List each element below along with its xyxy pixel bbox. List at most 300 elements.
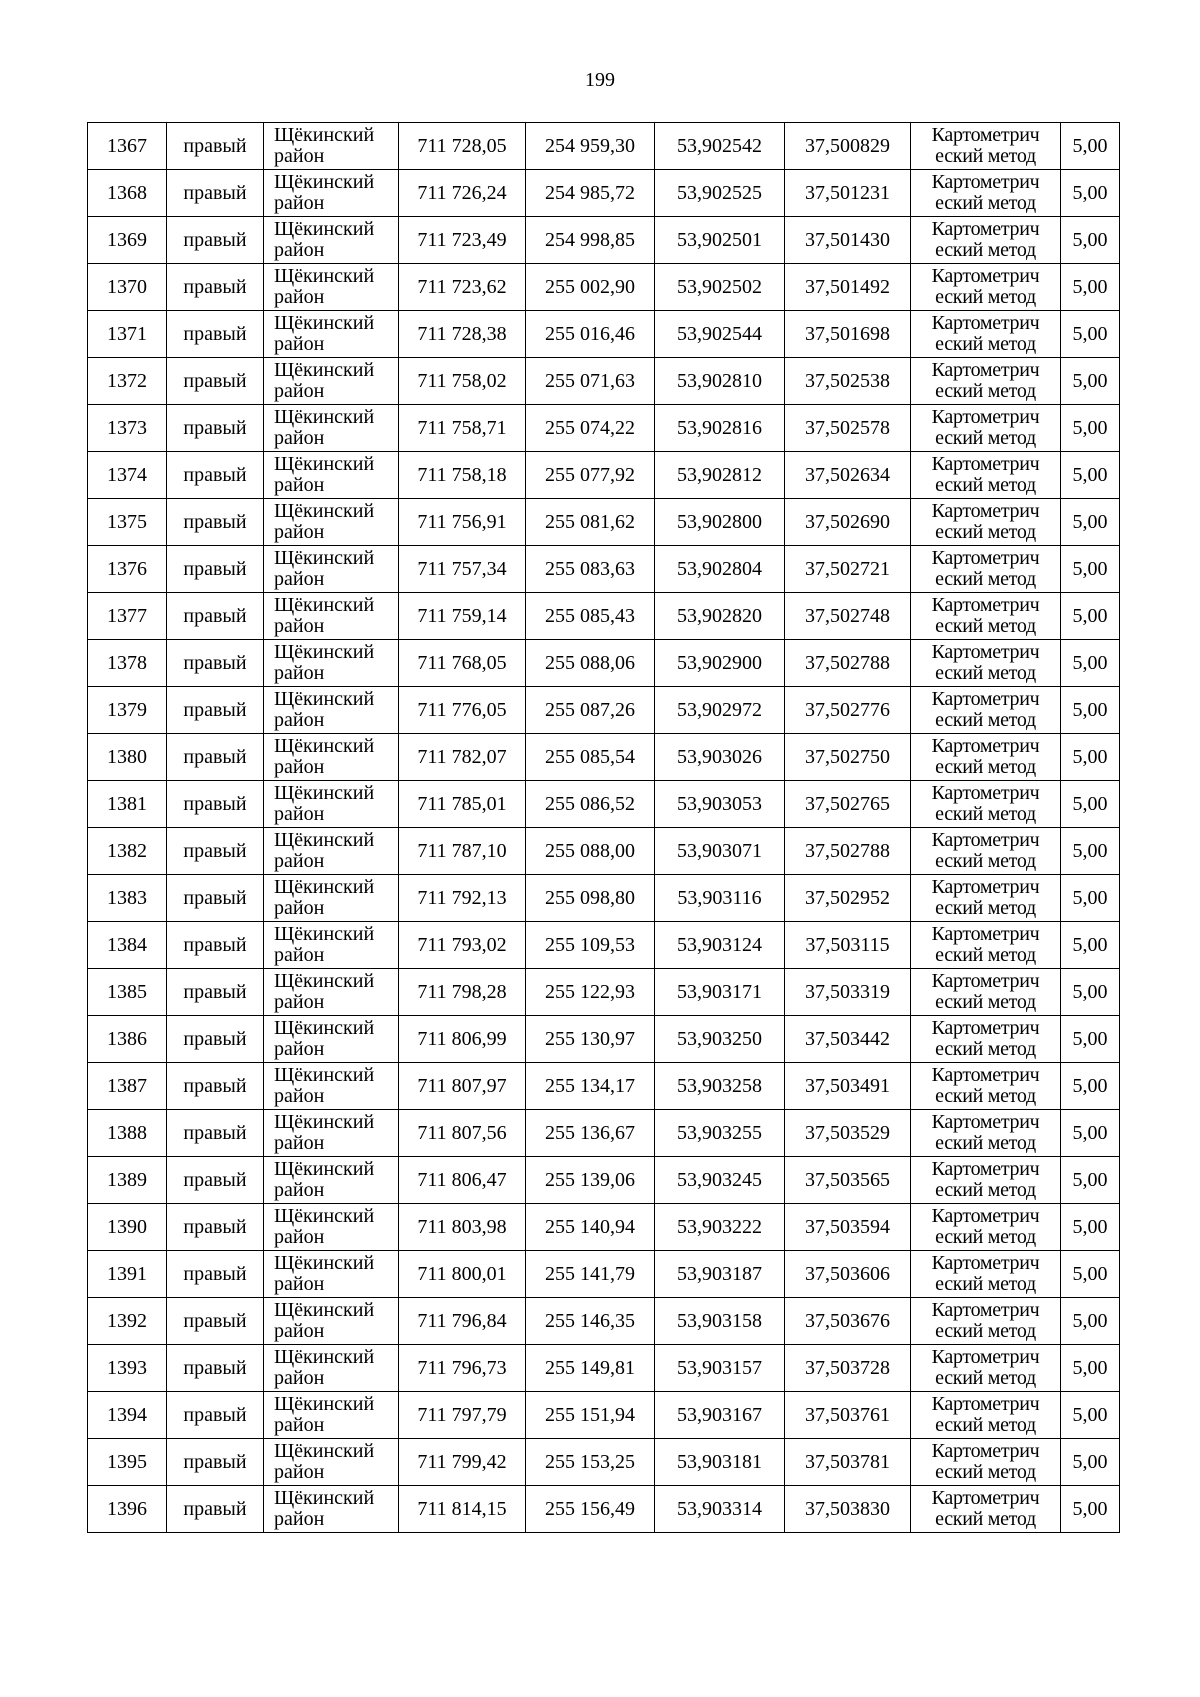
method-line-2: еский метод xyxy=(935,1132,1036,1154)
bank-side-cell: правый xyxy=(167,1392,264,1439)
accuracy-cell: 5,00 xyxy=(1061,499,1120,546)
longitude-cell: 37,501492 xyxy=(785,264,911,311)
district-line-1: Щёкинский xyxy=(274,688,375,710)
coord-x-cell: 711 723,62 xyxy=(399,264,526,311)
longitude-cell: 37,503761 xyxy=(785,1392,911,1439)
method-line-1: Картометрич xyxy=(931,359,1040,381)
coord-x-cell: 711 796,84 xyxy=(399,1298,526,1345)
table-row xyxy=(88,1486,1120,1533)
longitude-cell: 37,503781 xyxy=(785,1439,911,1486)
method-line-2: еский метод xyxy=(935,662,1036,684)
district-cell xyxy=(264,875,399,922)
district-cell xyxy=(264,499,399,546)
bank-side-cell: правый xyxy=(167,1486,264,1533)
accuracy-cell: 5,00 xyxy=(1061,969,1120,1016)
point-number-cell: 1379 xyxy=(88,687,167,734)
coord-y-cell: 255 122,93 xyxy=(526,969,655,1016)
district-cell xyxy=(264,781,399,828)
method-line-1: Картометрич xyxy=(931,1252,1040,1274)
method-line-2: еский метод xyxy=(935,1414,1036,1436)
point-number-cell: 1381 xyxy=(88,781,167,828)
coord-x-cell: 711 800,01 xyxy=(399,1251,526,1298)
district-line-1: Щёкинский xyxy=(274,1064,375,1086)
district-cell xyxy=(264,546,399,593)
method-line-2: еский метод xyxy=(935,427,1036,449)
district-line-2: район xyxy=(274,1367,325,1389)
page-number: 199 xyxy=(585,69,615,91)
coord-x-cell: 711 768,05 xyxy=(399,640,526,687)
method-line-2: еский метод xyxy=(935,850,1036,872)
method-line-2: еский метод xyxy=(935,380,1036,402)
coord-y-cell: 255 085,54 xyxy=(526,734,655,781)
district-line-1: Щёкинский xyxy=(274,641,375,663)
latitude-cell: 53,903245 xyxy=(655,1157,785,1204)
point-number-cell: 1389 xyxy=(88,1157,167,1204)
longitude-cell: 37,500829 xyxy=(785,123,911,170)
table-row xyxy=(88,593,1120,640)
longitude-cell: 37,502776 xyxy=(785,687,911,734)
method-line-1: Картометрич xyxy=(931,1440,1040,1462)
coord-y-cell: 255 088,06 xyxy=(526,640,655,687)
latitude-cell: 53,903071 xyxy=(655,828,785,875)
method-line-1: Картометрич xyxy=(931,1064,1040,1086)
coord-y-cell: 254 998,85 xyxy=(526,217,655,264)
latitude-cell: 53,902542 xyxy=(655,123,785,170)
method-line-2: еский метод xyxy=(935,474,1036,496)
accuracy-cell: 5,00 xyxy=(1061,781,1120,828)
longitude-cell: 37,503728 xyxy=(785,1345,911,1392)
latitude-cell: 53,903171 xyxy=(655,969,785,1016)
district-line-1: Щёкинский xyxy=(274,1017,375,1039)
table-row xyxy=(88,405,1120,452)
district-cell xyxy=(264,1345,399,1392)
method-line-1: Картометрич xyxy=(931,1205,1040,1227)
latitude-cell: 53,903250 xyxy=(655,1016,785,1063)
district-line-2: район xyxy=(274,1320,325,1342)
method-cell xyxy=(911,734,1061,781)
table-row xyxy=(88,546,1120,593)
district-line-1: Щёкинский xyxy=(274,1299,375,1321)
method-line-2: еский метод xyxy=(935,239,1036,261)
latitude-cell: 53,903255 xyxy=(655,1110,785,1157)
coord-x-cell: 711 758,02 xyxy=(399,358,526,405)
coord-x-cell: 711 792,13 xyxy=(399,875,526,922)
coord-y-cell: 255 141,79 xyxy=(526,1251,655,1298)
latitude-cell: 53,903158 xyxy=(655,1298,785,1345)
district-line-1: Щёкинский xyxy=(274,265,375,287)
coord-y-cell: 255 130,97 xyxy=(526,1016,655,1063)
table-row xyxy=(88,123,1120,170)
accuracy-cell: 5,00 xyxy=(1061,593,1120,640)
accuracy-cell: 5,00 xyxy=(1061,1204,1120,1251)
table-row xyxy=(88,499,1120,546)
table-row xyxy=(88,640,1120,687)
district-cell xyxy=(264,123,399,170)
method-cell xyxy=(911,640,1061,687)
method-line-1: Картометрич xyxy=(931,312,1040,334)
bank-side-cell: правый xyxy=(167,593,264,640)
method-line-2: еский метод xyxy=(935,286,1036,308)
method-line-1: Картометрич xyxy=(931,641,1040,663)
method-cell xyxy=(911,217,1061,264)
district-line-2: район xyxy=(274,380,325,402)
method-cell xyxy=(911,922,1061,969)
latitude-cell: 53,903116 xyxy=(655,875,785,922)
coord-x-cell: 711 776,05 xyxy=(399,687,526,734)
district-line-2: район xyxy=(274,662,325,684)
accuracy-cell: 5,00 xyxy=(1061,875,1120,922)
method-line-1: Картометрич xyxy=(931,688,1040,710)
method-line-2: еский метод xyxy=(935,991,1036,1013)
method-cell xyxy=(911,1157,1061,1204)
coord-x-cell: 711 814,15 xyxy=(399,1486,526,1533)
method-line-2: еский метод xyxy=(935,1038,1036,1060)
table-row xyxy=(88,358,1120,405)
district-line-1: Щёкинский xyxy=(274,1440,375,1462)
longitude-cell: 37,503594 xyxy=(785,1204,911,1251)
method-line-1: Картометрич xyxy=(931,500,1040,522)
coord-x-cell: 711 807,56 xyxy=(399,1110,526,1157)
accuracy-cell: 5,00 xyxy=(1061,1298,1120,1345)
point-number-cell: 1375 xyxy=(88,499,167,546)
point-number-cell: 1385 xyxy=(88,969,167,1016)
district-cell xyxy=(264,922,399,969)
district-cell xyxy=(264,1016,399,1063)
coord-y-cell: 255 087,26 xyxy=(526,687,655,734)
latitude-cell: 53,902800 xyxy=(655,499,785,546)
method-cell xyxy=(911,499,1061,546)
latitude-cell: 53,903157 xyxy=(655,1345,785,1392)
latitude-cell: 53,902502 xyxy=(655,264,785,311)
table-row xyxy=(88,687,1120,734)
latitude-cell: 53,903026 xyxy=(655,734,785,781)
accuracy-cell: 5,00 xyxy=(1061,922,1120,969)
latitude-cell: 53,902525 xyxy=(655,170,785,217)
method-cell xyxy=(911,264,1061,311)
point-number-cell: 1369 xyxy=(88,217,167,264)
method-line-2: еский метод xyxy=(935,568,1036,590)
latitude-cell: 53,902820 xyxy=(655,593,785,640)
longitude-cell: 37,501430 xyxy=(785,217,911,264)
point-number-cell: 1395 xyxy=(88,1439,167,1486)
latitude-cell: 53,903314 xyxy=(655,1486,785,1533)
accuracy-cell: 5,00 xyxy=(1061,1016,1120,1063)
coord-y-cell: 255 083,63 xyxy=(526,546,655,593)
coord-y-cell: 255 098,80 xyxy=(526,875,655,922)
bank-side-cell: правый xyxy=(167,499,264,546)
method-cell xyxy=(911,452,1061,499)
bank-side-cell: правый xyxy=(167,217,264,264)
bank-side-cell: правый xyxy=(167,123,264,170)
method-cell xyxy=(911,1486,1061,1533)
method-cell xyxy=(911,875,1061,922)
district-line-1: Щёкинский xyxy=(274,453,375,475)
coord-x-cell: 711 759,14 xyxy=(399,593,526,640)
accuracy-cell: 5,00 xyxy=(1061,405,1120,452)
district-line-2: район xyxy=(274,709,325,731)
method-line-1: Картометрич xyxy=(931,1346,1040,1368)
longitude-cell: 37,503676 xyxy=(785,1298,911,1345)
point-number-cell: 1368 xyxy=(88,170,167,217)
district-line-2: район xyxy=(274,333,325,355)
district-line-1: Щёкинский xyxy=(274,406,375,428)
district-line-1: Щёкинский xyxy=(274,359,375,381)
point-number-cell: 1367 xyxy=(88,123,167,170)
method-line-2: еский метод xyxy=(935,521,1036,543)
method-line-1: Картометрич xyxy=(931,265,1040,287)
method-line-1: Картометрич xyxy=(931,829,1040,851)
district-line-1: Щёкинский xyxy=(274,1487,375,1509)
coord-y-cell: 255 151,94 xyxy=(526,1392,655,1439)
method-cell xyxy=(911,593,1061,640)
district-line-2: район xyxy=(274,615,325,637)
coord-x-cell: 711 756,91 xyxy=(399,499,526,546)
bank-side-cell: правый xyxy=(167,781,264,828)
method-cell xyxy=(911,781,1061,828)
method-line-1: Картометрич xyxy=(931,1158,1040,1180)
method-line-1: Картометрич xyxy=(931,1299,1040,1321)
bank-side-cell: правый xyxy=(167,358,264,405)
table-row xyxy=(88,969,1120,1016)
district-line-2: район xyxy=(274,1461,325,1483)
coord-x-cell: 711 806,99 xyxy=(399,1016,526,1063)
table-row xyxy=(88,217,1120,264)
coord-y-cell: 255 109,53 xyxy=(526,922,655,969)
district-cell xyxy=(264,452,399,499)
method-line-1: Картометрич xyxy=(931,876,1040,898)
coord-y-cell: 255 140,94 xyxy=(526,1204,655,1251)
point-number-cell: 1388 xyxy=(88,1110,167,1157)
method-line-2: еский метод xyxy=(935,1085,1036,1107)
district-cell xyxy=(264,358,399,405)
method-line-1: Картометрич xyxy=(931,1017,1040,1039)
longitude-cell: 37,502788 xyxy=(785,828,911,875)
bank-side-cell: правый xyxy=(167,170,264,217)
coord-y-cell: 255 088,00 xyxy=(526,828,655,875)
coord-y-cell: 255 156,49 xyxy=(526,1486,655,1533)
district-line-2: район xyxy=(274,1179,325,1201)
table-row xyxy=(88,875,1120,922)
coord-x-cell: 711 723,49 xyxy=(399,217,526,264)
longitude-cell: 37,503830 xyxy=(785,1486,911,1533)
table-row xyxy=(88,170,1120,217)
longitude-cell: 37,502634 xyxy=(785,452,911,499)
table-row xyxy=(88,1204,1120,1251)
method-cell xyxy=(911,1298,1061,1345)
method-line-2: еский метод xyxy=(935,192,1036,214)
method-line-1: Картометрич xyxy=(931,406,1040,428)
method-line-1: Картометрич xyxy=(931,782,1040,804)
method-cell xyxy=(911,1251,1061,1298)
coord-x-cell: 711 757,34 xyxy=(399,546,526,593)
bank-side-cell: правый xyxy=(167,1251,264,1298)
longitude-cell: 37,502578 xyxy=(785,405,911,452)
accuracy-cell: 5,00 xyxy=(1061,1157,1120,1204)
longitude-cell: 37,503529 xyxy=(785,1110,911,1157)
method-line-1: Картометрич xyxy=(931,735,1040,757)
accuracy-cell: 5,00 xyxy=(1061,1251,1120,1298)
district-line-2: район xyxy=(274,192,325,214)
coord-y-cell: 255 077,92 xyxy=(526,452,655,499)
district-line-1: Щёкинский xyxy=(274,594,375,616)
table-row xyxy=(88,311,1120,358)
district-line-1: Щёкинский xyxy=(274,876,375,898)
accuracy-cell: 5,00 xyxy=(1061,734,1120,781)
bank-side-cell: правый xyxy=(167,687,264,734)
method-line-2: еский метод xyxy=(935,145,1036,167)
longitude-cell: 37,502952 xyxy=(785,875,911,922)
coord-y-cell: 255 086,52 xyxy=(526,781,655,828)
latitude-cell: 53,903167 xyxy=(655,1392,785,1439)
district-line-1: Щёкинский xyxy=(274,312,375,334)
district-cell xyxy=(264,1063,399,1110)
table-row xyxy=(88,1157,1120,1204)
bank-side-cell: правый xyxy=(167,1345,264,1392)
district-line-1: Щёкинский xyxy=(274,782,375,804)
latitude-cell: 53,903187 xyxy=(655,1251,785,1298)
bank-side-cell: правый xyxy=(167,452,264,499)
latitude-cell: 53,903053 xyxy=(655,781,785,828)
accuracy-cell: 5,00 xyxy=(1061,828,1120,875)
table-row xyxy=(88,922,1120,969)
longitude-cell: 37,503319 xyxy=(785,969,911,1016)
longitude-cell: 37,502721 xyxy=(785,546,911,593)
district-line-1: Щёкинский xyxy=(274,500,375,522)
method-line-2: еский метод xyxy=(935,1226,1036,1248)
coord-y-cell: 255 002,90 xyxy=(526,264,655,311)
district-cell xyxy=(264,405,399,452)
latitude-cell: 53,902810 xyxy=(655,358,785,405)
district-line-2: район xyxy=(274,474,325,496)
district-line-2: район xyxy=(274,521,325,543)
point-number-cell: 1374 xyxy=(88,452,167,499)
method-line-2: еский метод xyxy=(935,1320,1036,1342)
longitude-cell: 37,501231 xyxy=(785,170,911,217)
coord-x-cell: 711 797,79 xyxy=(399,1392,526,1439)
latitude-cell: 53,902972 xyxy=(655,687,785,734)
bank-side-cell: правый xyxy=(167,1439,264,1486)
district-cell xyxy=(264,217,399,264)
point-number-cell: 1392 xyxy=(88,1298,167,1345)
method-line-2: еский метод xyxy=(935,1508,1036,1530)
district-line-2: район xyxy=(274,1508,325,1530)
point-number-cell: 1372 xyxy=(88,358,167,405)
longitude-cell: 37,502690 xyxy=(785,499,911,546)
coord-y-cell: 255 134,17 xyxy=(526,1063,655,1110)
bank-side-cell: правый xyxy=(167,311,264,358)
point-number-cell: 1380 xyxy=(88,734,167,781)
method-cell xyxy=(911,687,1061,734)
accuracy-cell: 5,00 xyxy=(1061,1392,1120,1439)
method-cell xyxy=(911,123,1061,170)
bank-side-cell: правый xyxy=(167,734,264,781)
table-row xyxy=(88,452,1120,499)
district-line-1: Щёкинский xyxy=(274,547,375,569)
coord-x-cell: 711 806,47 xyxy=(399,1157,526,1204)
point-number-cell: 1393 xyxy=(88,1345,167,1392)
coord-x-cell: 711 787,10 xyxy=(399,828,526,875)
method-cell xyxy=(911,1345,1061,1392)
longitude-cell: 37,502750 xyxy=(785,734,911,781)
method-line-1: Картометрич xyxy=(931,1393,1040,1415)
district-line-1: Щёкинский xyxy=(274,1205,375,1227)
method-cell xyxy=(911,405,1061,452)
point-number-cell: 1376 xyxy=(88,546,167,593)
coord-y-cell: 255 074,22 xyxy=(526,405,655,452)
coord-x-cell: 711 796,73 xyxy=(399,1345,526,1392)
district-cell xyxy=(264,1204,399,1251)
method-line-2: еский метод xyxy=(935,1179,1036,1201)
point-number-cell: 1371 xyxy=(88,311,167,358)
accuracy-cell: 5,00 xyxy=(1061,1063,1120,1110)
method-line-2: еский метод xyxy=(935,615,1036,637)
bank-side-cell: правый xyxy=(167,1110,264,1157)
method-line-2: еский метод xyxy=(935,333,1036,355)
coord-x-cell: 711 758,18 xyxy=(399,452,526,499)
accuracy-cell: 5,00 xyxy=(1061,358,1120,405)
method-line-2: еский метод xyxy=(935,1273,1036,1295)
coord-y-cell: 254 959,30 xyxy=(526,123,655,170)
district-cell xyxy=(264,687,399,734)
table-row xyxy=(88,1110,1120,1157)
point-number-cell: 1390 xyxy=(88,1204,167,1251)
method-cell xyxy=(911,358,1061,405)
bank-side-cell: правый xyxy=(167,546,264,593)
coord-x-cell: 711 793,02 xyxy=(399,922,526,969)
longitude-cell: 37,503115 xyxy=(785,922,911,969)
coord-x-cell: 711 726,24 xyxy=(399,170,526,217)
method-cell xyxy=(911,1204,1061,1251)
coord-y-cell: 255 146,35 xyxy=(526,1298,655,1345)
coord-y-cell: 255 136,67 xyxy=(526,1110,655,1157)
method-cell xyxy=(911,170,1061,217)
bank-side-cell: правый xyxy=(167,1204,264,1251)
district-line-2: район xyxy=(274,145,325,167)
district-line-1: Щёкинский xyxy=(274,1393,375,1415)
method-line-2: еский метод xyxy=(935,756,1036,778)
method-cell xyxy=(911,1439,1061,1486)
method-line-1: Картометрич xyxy=(931,594,1040,616)
method-cell xyxy=(911,546,1061,593)
district-cell xyxy=(264,1392,399,1439)
point-number-cell: 1391 xyxy=(88,1251,167,1298)
point-number-cell: 1384 xyxy=(88,922,167,969)
district-line-2: район xyxy=(274,427,325,449)
coord-x-cell: 711 803,98 xyxy=(399,1204,526,1251)
longitude-cell: 37,502748 xyxy=(785,593,911,640)
method-cell xyxy=(911,1392,1061,1439)
accuracy-cell: 5,00 xyxy=(1061,123,1120,170)
method-cell xyxy=(911,969,1061,1016)
method-line-1: Картометрич xyxy=(931,171,1040,193)
coord-y-cell: 255 016,46 xyxy=(526,311,655,358)
bank-side-cell: правый xyxy=(167,640,264,687)
latitude-cell: 53,903181 xyxy=(655,1439,785,1486)
bank-side-cell: правый xyxy=(167,875,264,922)
accuracy-cell: 5,00 xyxy=(1061,452,1120,499)
point-number-cell: 1370 xyxy=(88,264,167,311)
district-cell xyxy=(264,264,399,311)
coordinates-table xyxy=(87,122,1120,1533)
latitude-cell: 53,902501 xyxy=(655,217,785,264)
method-cell xyxy=(911,1016,1061,1063)
district-line-1: Щёкинский xyxy=(274,1346,375,1368)
district-cell xyxy=(264,593,399,640)
district-line-2: район xyxy=(274,944,325,966)
district-line-2: район xyxy=(274,1038,325,1060)
accuracy-cell: 5,00 xyxy=(1061,217,1120,264)
method-cell xyxy=(911,1110,1061,1157)
